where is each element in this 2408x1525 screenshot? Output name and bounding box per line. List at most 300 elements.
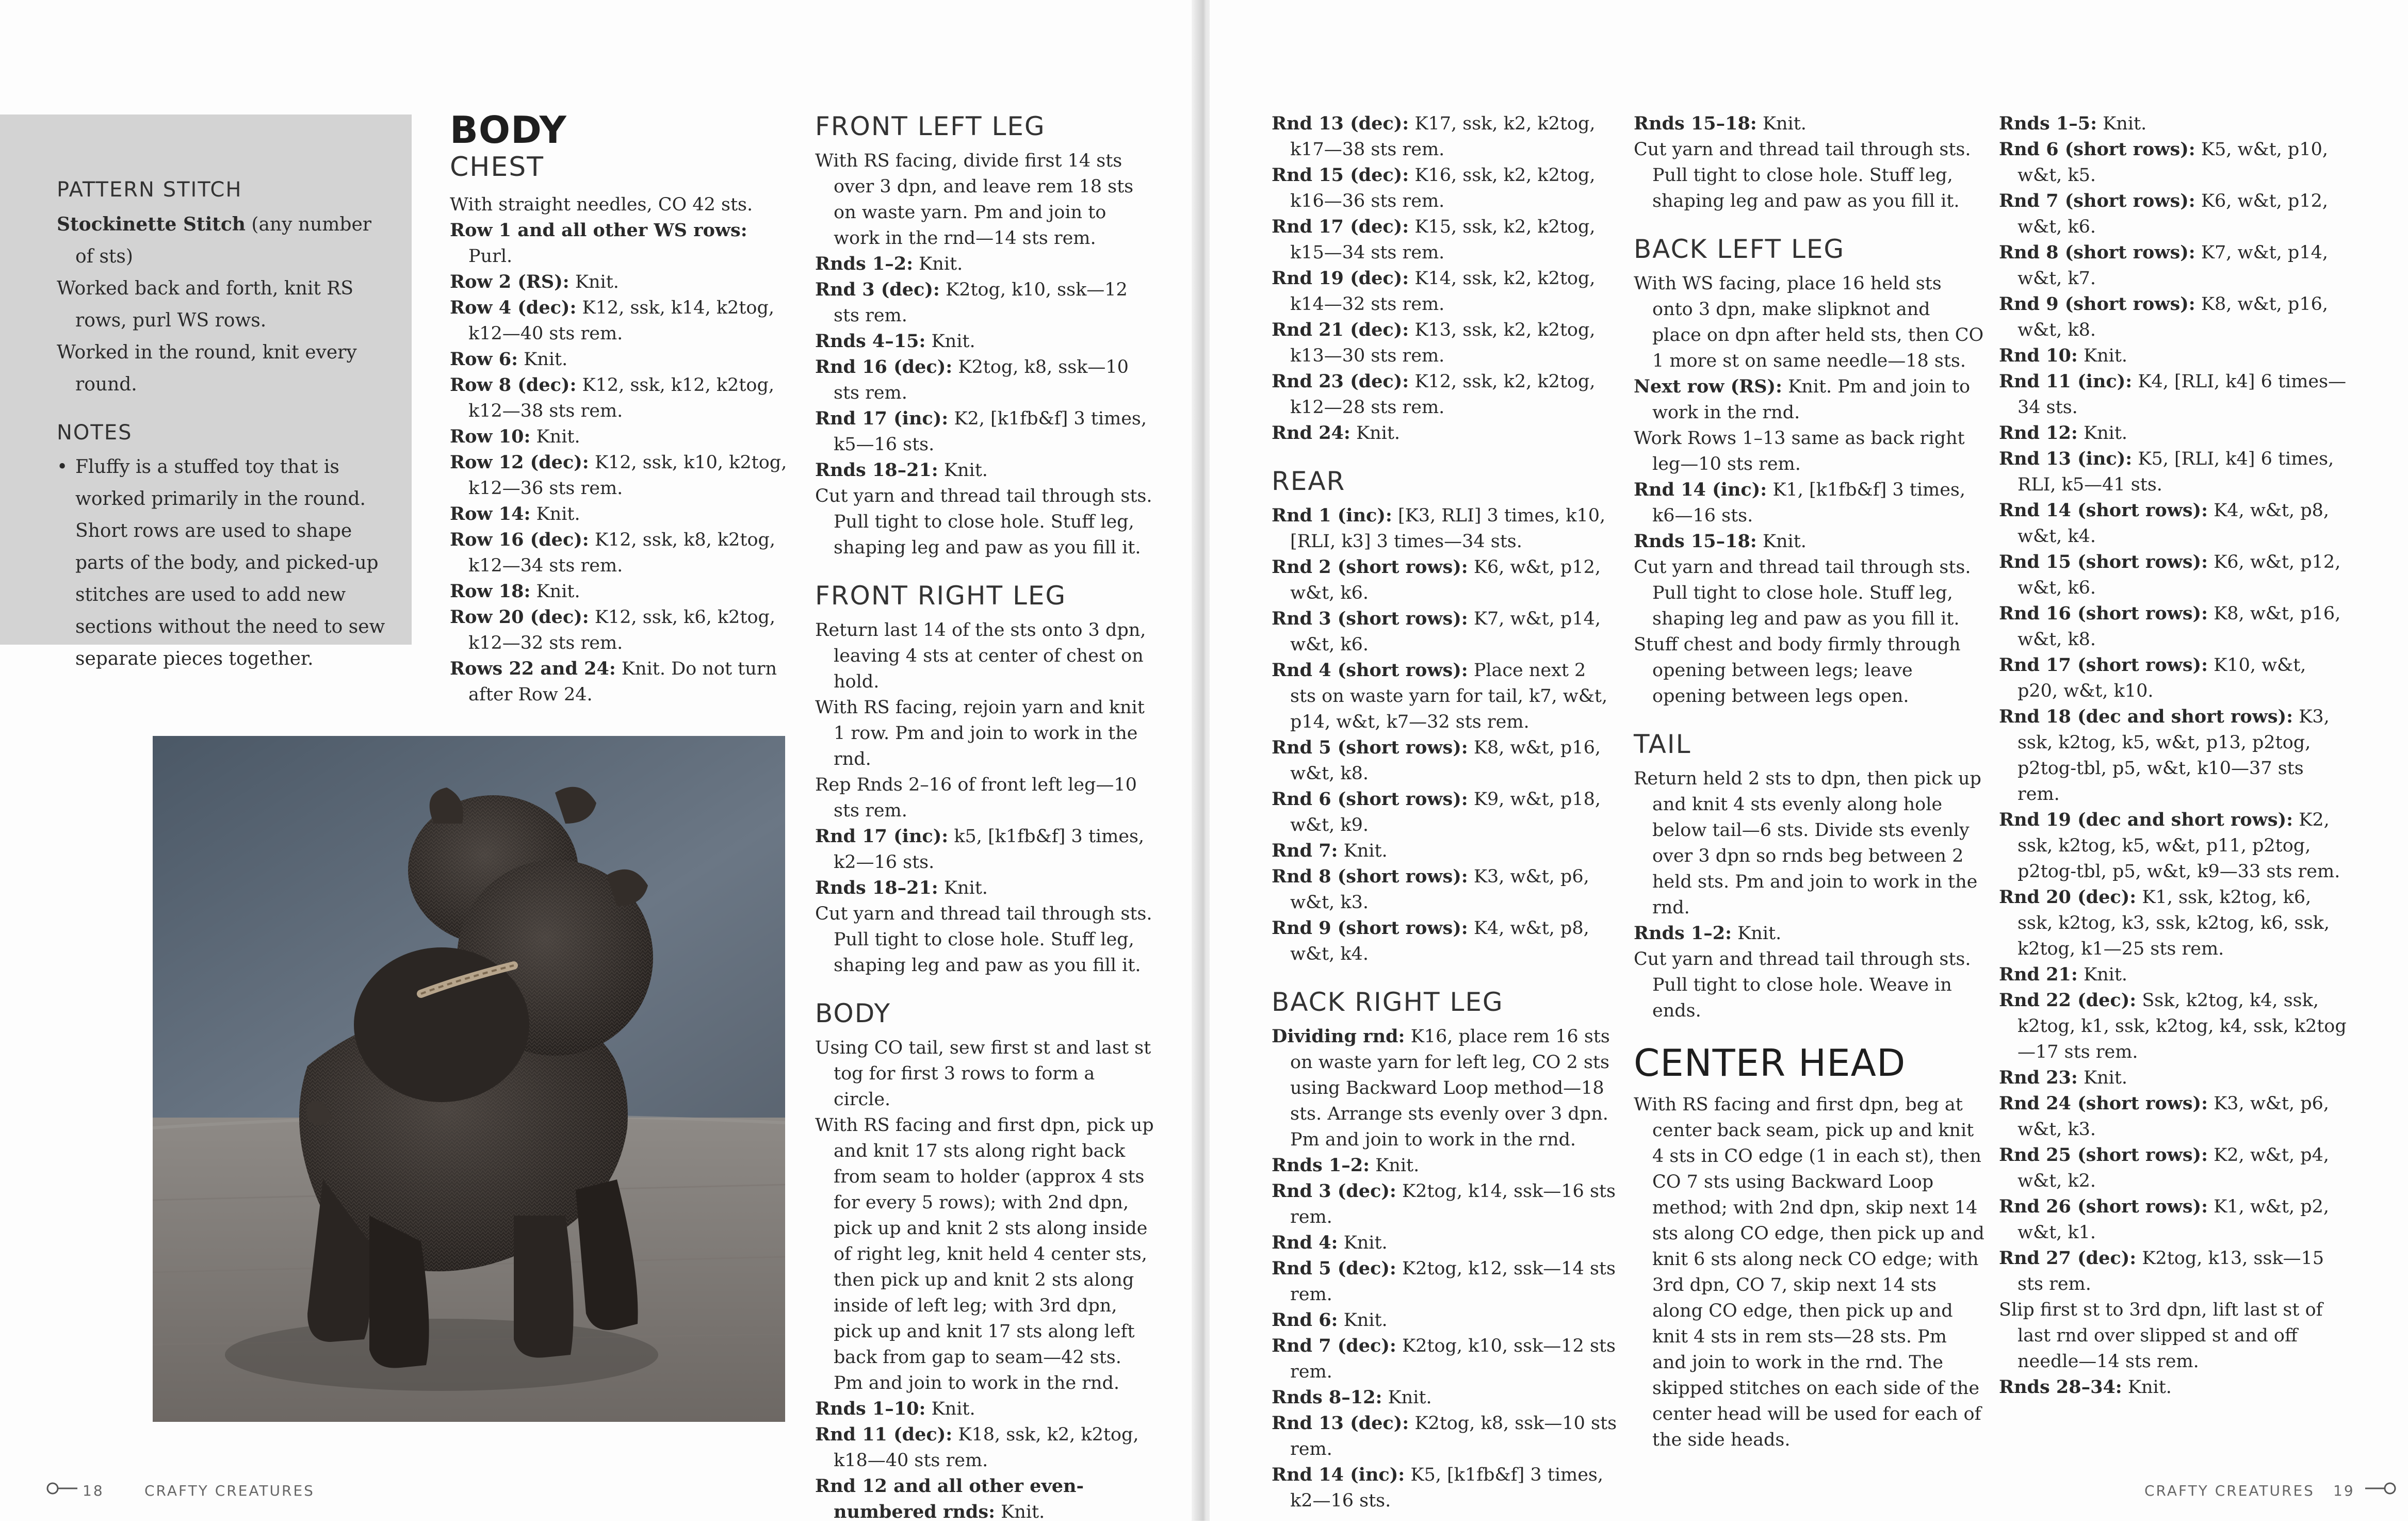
section-heading: BACK RIGHT LEG xyxy=(1272,987,1504,1017)
instruction-text: K6, w&t, p12, w&t, k6. xyxy=(2017,552,2341,598)
instruction-line xyxy=(1999,498,2350,549)
instruction-text: K18, ssk, k2, k2tog, k18—40 sts rem. xyxy=(834,1424,1139,1471)
instruction-line xyxy=(815,354,1156,406)
instruction-line xyxy=(450,604,790,656)
instruction-label: Rnds 1–10: xyxy=(815,1398,926,1419)
instruction-line xyxy=(1999,962,2350,988)
instruction-label: Rnd 7 (dec): xyxy=(1272,1335,1396,1356)
instruction-text: Place next 2 sts on waste yarn for tail, k7, w&t, p14, w&t, k7—32 sts rem. xyxy=(1290,660,1608,732)
instruction-text: K8, w&t, p16, w&t, k8. xyxy=(2017,294,2328,340)
instruction-line xyxy=(1272,1024,1617,1153)
instruction-line xyxy=(1999,420,2350,446)
instruction-line xyxy=(1999,601,2350,652)
instruction-line xyxy=(1999,446,2350,498)
instruction-label: Rnd 10: xyxy=(1999,345,2078,366)
instruction-label: Rnd 27 (dec): xyxy=(1999,1248,2137,1269)
instruction-label: Rnds 15–18: xyxy=(1634,531,1757,552)
instruction-label: Row 18: xyxy=(450,581,531,602)
instruction-label: Rnd 16 (short rows): xyxy=(1999,603,2208,624)
instruction-text: With RS facing and first dpn, pick up and knit 17 sts along right back from seam to holder (approx 4 sts for every 5 rows); with 2nd dpn, pick up and knit 2 sts along inside of right leg, knit held 4 center sts, then pick up and knit 2 sts along inside of left leg; with 3rd dpn, pick up and knit 17 sts along left back from gap to seam—42 sts. Pm and join to work in the rnd. xyxy=(815,1115,1154,1393)
instruction-line xyxy=(1634,946,1984,1024)
instruction-label: Rnd 21: xyxy=(1999,964,2078,985)
instruction-text: K12, ssk, k14, k2tog, k12—40 sts rem. xyxy=(468,298,774,344)
instruction-line xyxy=(1634,554,1984,632)
instruction-text: Knit. xyxy=(995,1502,1045,1522)
instruction-text: K2, [k1fb&f] 3 times, k5—16 sts. xyxy=(834,408,1147,455)
instruction-line xyxy=(1272,503,1617,554)
instruction-label: Rnd 25 (short rows): xyxy=(1999,1144,2208,1166)
instruction-label: Rnd 7 (short rows): xyxy=(1999,190,2195,211)
body-chest-column xyxy=(450,108,790,708)
instruction-label: Next row (RS): xyxy=(1634,376,1782,397)
instruction-text: Knit. xyxy=(1338,841,1388,861)
instruction-text: Slip first st to 3rd dpn, lift last st of last rnd over slipped st and off needle—14 sts rem. xyxy=(1999,1300,2323,1372)
center-head-rounds-column xyxy=(1999,111,2350,1400)
instruction-line xyxy=(450,501,790,527)
instruction-text: K12, ssk, k2, k2tog, k12—28 sts rem. xyxy=(1290,371,1596,418)
instruction-line xyxy=(450,424,790,450)
instruction-label: Rnd 1 (inc): xyxy=(1272,505,1392,526)
instruction-label: Rnd 26 (short rows): xyxy=(1999,1196,2208,1217)
instruction-text: Knit. Pm and join to work in the rnd. xyxy=(1652,376,1971,423)
instruction-line xyxy=(815,406,1156,457)
instruction-text: Knit. xyxy=(1756,113,1807,134)
instruction-text: Knit. xyxy=(938,460,988,481)
instruction-line xyxy=(450,372,790,424)
instruction-line xyxy=(450,450,790,501)
instruction-line xyxy=(1272,369,1617,420)
instruction-line xyxy=(450,656,790,708)
instruction-line xyxy=(1272,317,1617,369)
instruction-label: Rnd 11 (dec): xyxy=(815,1424,953,1445)
pattern-stitch-heading: PATTERN STITCH xyxy=(57,178,242,202)
instruction-label: Row 2 (RS): xyxy=(450,271,570,292)
book-title-footer: CRAFTY CREATURES xyxy=(2144,1482,2315,1499)
instruction-label: Rnds 1–2: xyxy=(815,253,914,274)
instruction-line xyxy=(1272,162,1617,214)
instruction-line xyxy=(450,527,790,579)
instruction-line xyxy=(1999,1374,2350,1400)
instruction-label: Rnd 6: xyxy=(1272,1309,1338,1331)
instruction-text: K13, ssk, k2, k2tog, k13—30 sts rem. xyxy=(1290,320,1596,366)
instruction-label: Rnd 11 (inc): xyxy=(1999,371,2133,392)
notes-heading: NOTES xyxy=(57,421,133,445)
instruction-label: Rnds 8–12: xyxy=(1272,1387,1382,1408)
instruction-line xyxy=(57,337,387,401)
instruction-line xyxy=(815,329,1156,354)
instruction-label: Rnd 15 (dec): xyxy=(1272,165,1409,186)
instruction-text: K4, [RLI, k4] 6 times—34 sts. xyxy=(2017,371,2347,418)
instruction-text: K2, ssk, k2tog, k5, w&t, p11, p2tog, p2tog-tbl, p5, w&t, k9—33 sts rem. xyxy=(2017,810,2340,882)
instruction-text: K3, w&t, p6, w&t, k3. xyxy=(1290,866,1589,913)
instruction-line xyxy=(1272,1178,1617,1230)
instruction-line xyxy=(1272,1411,1617,1462)
instruction-label: Rows 22 and 24: xyxy=(450,658,616,679)
instruction-line xyxy=(1999,652,2350,704)
instruction-text: Ssk, k2tog, k4, ssk, k2tog, k1, ssk, k2tog, k4, ssk, k2tog—17 sts rem. xyxy=(2017,990,2347,1062)
instruction-label: Rnd 6 (short rows): xyxy=(1272,789,1468,810)
instruction-text: Knit. xyxy=(1338,1233,1388,1253)
instruction-line xyxy=(1999,1065,2350,1091)
instruction-text: K2tog, k8, ssk—10 sts rem. xyxy=(834,357,1129,403)
instruction-line xyxy=(1999,988,2350,1065)
instruction-label: Rnd 4 (short rows): xyxy=(1272,660,1468,681)
instruction-line xyxy=(1272,1462,1617,1514)
instruction-line xyxy=(1272,420,1617,446)
instruction-text: Knit. xyxy=(530,581,580,602)
instruction-text: K4, w&t, p8, w&t, k4. xyxy=(2017,500,2330,547)
instruction-label: Rnd 9 (short rows): xyxy=(1272,917,1468,939)
instruction-line xyxy=(1272,735,1617,786)
instruction-text: Worked in the round, knit every round. xyxy=(57,342,357,395)
instruction-text: K12, ssk, k8, k2tog, k12—34 sts rem. xyxy=(468,530,776,576)
instruction-text: Work Rows 1–13 same as back right leg—10 sts rem. xyxy=(1634,428,1965,474)
instruction-label: Rnd 21 (dec): xyxy=(1272,319,1409,340)
instruction-line xyxy=(1999,343,2350,369)
instruction-label: Rnd 19 (dec and short rows): xyxy=(1999,809,2293,830)
instruction-text: Knit. xyxy=(530,427,580,447)
instruction-label: Rnd 4: xyxy=(1272,1232,1338,1253)
instruction-text: K2tog, k12, ssk—14 sts rem. xyxy=(1290,1258,1616,1305)
instruction-text: K2tog, k10, ssk—12 sts rem. xyxy=(834,280,1128,326)
instruction-line xyxy=(815,148,1156,251)
instruction-text: Knit. xyxy=(518,349,568,370)
left-page xyxy=(0,0,1197,1521)
instruction-line xyxy=(815,1422,1156,1473)
section-heading: BODY xyxy=(815,998,891,1028)
instruction-line xyxy=(1999,704,2350,807)
instruction-line xyxy=(815,277,1156,329)
instruction-text: K9, w&t, p18, w&t, k9. xyxy=(1290,789,1601,835)
instruction-text: K3, ssk, k2tog, k5, w&t, p13, p2tog, p2tog-tbl, p5, w&t, k10—37 sts rem. xyxy=(2017,707,2330,805)
instruction-label: Rnd 22 (dec): xyxy=(1999,990,2137,1011)
instruction-line xyxy=(1634,374,1984,425)
instruction-line xyxy=(1272,1153,1617,1178)
instruction-line xyxy=(1272,554,1617,606)
instruction-label: Rnd 23: xyxy=(1999,1067,2078,1088)
instruction-line xyxy=(1272,1230,1617,1256)
instruction-label: Rnd 14 (inc): xyxy=(1272,1464,1405,1485)
page-number: 18 xyxy=(83,1482,104,1499)
instruction-line xyxy=(1272,864,1617,915)
section-heading: TAIL xyxy=(1634,729,1691,759)
page-marker-icon xyxy=(45,1479,77,1498)
instruction-line xyxy=(450,295,790,347)
instruction-line xyxy=(815,483,1156,561)
instruction-text: Using CO tail, sew first st and last st tog for first 3 rows to form a circle. xyxy=(815,1038,1151,1110)
instruction-label: Rnd 24 (short rows): xyxy=(1999,1093,2208,1114)
instruction-line xyxy=(815,251,1156,277)
instruction-text: Return held 2 sts to dpn, then pick up and knit 4 sts evenly along hole below tail—6 sts. Divide sts evenly over 3 dpn so rnds beg between 2 held sts. Pm and join to work in the rnd. xyxy=(1634,768,1981,918)
instruction-line xyxy=(1999,1245,2350,1297)
instruction-text: K7, w&t, p14, w&t, k6. xyxy=(1290,609,1601,655)
instruction-line xyxy=(1272,606,1617,658)
instruction-label: Rnd 12 and all other even-numbered rnds: xyxy=(815,1475,1084,1522)
instruction-text: Cut yarn and thread tail through sts. Pull tight to close hole. Weave in ends. xyxy=(1634,949,1971,1021)
instruction-text: Knit. xyxy=(2122,1377,2172,1398)
instruction-label: Row 10: xyxy=(450,426,531,447)
instruction-text: With RS facing, divide first 14 sts over 3 dpn, and leave rem 18 sts on waste yarn. Pm and join to work in the rnd—14 sts rem. xyxy=(815,151,1134,249)
body-title: BODY xyxy=(450,108,567,152)
page-number: 19 xyxy=(2333,1482,2355,1499)
instruction-line xyxy=(1999,807,2350,884)
instruction-text: Cut yarn and thread tail through sts. Pull tight to close hole. Stuff leg, shaping leg and paw as you fill it. xyxy=(1634,557,1971,629)
instruction-line xyxy=(450,192,790,218)
instruction-label: Row 14: xyxy=(450,503,531,524)
instruction-text: Knit. xyxy=(2077,964,2128,985)
instruction-text: K5, w&t, p10, w&t, k5. xyxy=(2017,139,2328,186)
instruction-label: Rnd 5 (short rows): xyxy=(1272,737,1468,758)
instruction-label: Dividing rnd: xyxy=(1272,1026,1405,1047)
instruction-line xyxy=(1634,529,1984,554)
instruction-label: Row 20 (dec): xyxy=(450,606,589,628)
instruction-label: Rnds 1–2: xyxy=(1272,1155,1370,1176)
instruction-label: Rnd 2 (short rows): xyxy=(1272,556,1468,578)
instruction-line xyxy=(1272,658,1617,735)
pattern-stitch-text xyxy=(57,208,387,401)
right-page xyxy=(1210,0,2408,1521)
instruction-text: Knit. xyxy=(1382,1387,1432,1408)
instruction-text: Worked back and forth, knit RS rows, purl WS rows. xyxy=(57,278,354,331)
instruction-text: Knit. xyxy=(1732,923,1782,944)
instruction-text: [K3, RLI] 3 times, k10, [RLI, k3] 3 times—34 sts. xyxy=(1290,505,1606,552)
section-heading: BACK LEFT LEG xyxy=(1634,234,1845,264)
instruction-line xyxy=(815,695,1156,772)
instruction-text: Purl. xyxy=(468,246,513,267)
knitted-dog-photo xyxy=(153,736,785,1422)
instruction-label: Rnd 3 (dec): xyxy=(815,279,940,300)
instruction-label: Rnd 19 (dec): xyxy=(1272,268,1409,289)
instruction-text: With RS facing and first dpn, beg at center back seam, pick up and knit 4 sts in CO edge (1 in each st), then CO 7 sts using Backward Loop method; with 2nd dpn, skip next 14 sts along CO edge, then pick up and knit 6 sts along neck CO edge; with 3rd dpn, CO 7, skip next 14 sts along CO edge, then pick up and knit 4 sts in rem sts—28 sts. Pm and join to work in the rnd. The skipped stitches on each side of the center head will be used for each of the side heads. xyxy=(1634,1094,1984,1450)
page-marker-icon xyxy=(2365,1479,2397,1498)
instruction-text: Knit. xyxy=(925,331,975,352)
rear-column xyxy=(1272,111,1617,1514)
instruction-line xyxy=(1272,1333,1617,1385)
instruction-line xyxy=(815,1035,1156,1112)
instruction-text: Knit. xyxy=(1370,1155,1420,1176)
instruction-line xyxy=(815,772,1156,824)
instruction-text: Knit. xyxy=(2077,346,2128,366)
instruction-line xyxy=(450,218,790,269)
instruction-text: With WS facing, place 16 held sts onto 3 dpn, make slipknot and place on dpn after held sts, then CO 1 more st on same needle—18 sts. xyxy=(1634,273,1984,371)
instruction-label: Rnd 6 (short rows): xyxy=(1999,139,2195,160)
instruction-text: K2tog, k10, ssk—12 sts rem. xyxy=(1290,1336,1616,1382)
instruction-text: Knit. xyxy=(1756,531,1807,552)
instruction-text: Stuff chest and body firmly through opening between legs; leave opening between legs open. xyxy=(1634,634,1961,707)
instruction-label: Rnds 18–21: xyxy=(815,877,938,898)
instruction-text: Knit. xyxy=(938,878,988,898)
instruction-line xyxy=(1999,240,2350,291)
instruction-text: Knit. xyxy=(2077,423,2128,444)
instruction-line xyxy=(1634,477,1984,529)
instruction-line xyxy=(1272,111,1617,162)
instruction-label: Rnds 18–21: xyxy=(815,460,938,481)
instruction-text: K8, w&t, p16, w&t, k8. xyxy=(2017,603,2341,650)
instruction-text: K6, w&t, p12, w&t, k6. xyxy=(2017,191,2328,237)
instruction-text: Knit. Do not turn after Row 24. xyxy=(468,659,777,705)
pattern-sidebar xyxy=(0,114,412,669)
instruction-label: Rnd 8 (short rows): xyxy=(1999,242,2195,263)
instruction-text: K2tog, k13, ssk—15 sts rem. xyxy=(2017,1248,2324,1294)
section-heading: FRONT LEFT LEG xyxy=(815,111,1046,141)
instruction-label: Rnd 17 (inc): xyxy=(815,408,949,429)
instruction-label: Rnd 7: xyxy=(1272,840,1338,861)
instruction-line xyxy=(1272,1385,1617,1411)
section-heading: CENTER HEAD xyxy=(1634,1041,1906,1085)
instruction-text: K14, ssk, k2, k2tog, k14—32 sts rem. xyxy=(1290,268,1596,315)
instruction-line xyxy=(1999,884,2350,962)
legs-body-column xyxy=(815,111,1156,1525)
instruction-text: (any number of sts) xyxy=(75,214,371,267)
instruction-label: Rnd 24: xyxy=(1272,422,1351,444)
instruction-line xyxy=(815,617,1156,695)
instruction-text: Cut yarn and thread tail through sts. Pull tight to close hole. Stuff leg, shaping leg and paw as you fill it. xyxy=(815,486,1152,558)
instruction-text: Knit. xyxy=(925,1399,975,1419)
instruction-label: Rnds 1–2: xyxy=(1634,923,1732,944)
instruction-line xyxy=(1999,137,2350,188)
instruction-label: Rnds 1–5: xyxy=(1999,113,2097,134)
instruction-line xyxy=(57,208,387,273)
instruction-text: K2, w&t, p4, w&t, k2. xyxy=(2017,1145,2330,1191)
instruction-line xyxy=(1272,214,1617,266)
instruction-text: Return last 14 of the sts onto 3 dpn, leaving 4 sts at center of chest on hold. xyxy=(815,620,1146,692)
instruction-text: K3, w&t, p6, w&t, k3. xyxy=(2017,1093,2330,1140)
instruction-text: K4, w&t, p8, w&t, k4. xyxy=(1290,918,1589,964)
instruction-line xyxy=(1272,1256,1617,1307)
book-title-footer: CRAFTY CREATURES xyxy=(144,1482,315,1499)
chest-instructions xyxy=(450,192,790,708)
instruction-line xyxy=(1999,549,2350,601)
instruction-text: With straight needles, CO 42 sts. xyxy=(450,194,753,215)
back-left-leg-column xyxy=(1634,111,1984,1453)
instruction-text: k5, [k1fb&f] 3 times, k2—16 sts. xyxy=(834,826,1145,873)
instruction-text: Knit. xyxy=(2077,1068,2128,1088)
instruction-text: K6, w&t, p12, w&t, k6. xyxy=(1290,557,1601,603)
instruction-line xyxy=(1272,838,1617,864)
instruction-line xyxy=(1634,271,1984,374)
instruction-line xyxy=(815,824,1156,875)
instruction-line xyxy=(1634,921,1984,946)
instruction-text: K16, place rem 16 sts on waste yarn for left leg, CO 2 sts using Backward Loop method—18 sts. Arrange sts evenly over 3 dpn. Pm and join to work in the rnd. xyxy=(1290,1026,1610,1150)
instruction-line xyxy=(450,269,790,295)
instruction-label: Row 12 (dec): xyxy=(450,452,589,473)
instruction-line xyxy=(450,579,790,604)
instruction-text: K16, ssk, k2, k2tog, k16—36 sts rem. xyxy=(1290,165,1596,211)
instruction-line xyxy=(1999,1091,2350,1142)
instruction-label: Row 6: xyxy=(450,349,518,370)
note-item: • Fluffy is a stuffed toy that is worked primarily in the round. Short rows are used to shape parts of the body, and picked-up stitches are used to add new sections without the need to sew separate pieces together. xyxy=(57,451,387,675)
instruction-label: Row 4 (dec): xyxy=(450,297,577,318)
instruction-label: Rnd 8 (short rows): xyxy=(1272,866,1468,887)
instruction-line xyxy=(1999,111,2350,137)
instruction-label: Rnd 13 (inc): xyxy=(1999,448,2133,469)
instruction-line xyxy=(1272,915,1617,967)
instruction-text: K1, ssk, k2tog, k6, ssk, k2tog, k3, ssk, k2tog, k6, ssk, k2tog, k1—25 sts rem. xyxy=(2017,887,2330,959)
instruction-label: Rnd 14 (short rows): xyxy=(1999,500,2208,521)
instruction-line xyxy=(815,875,1156,901)
instruction-line xyxy=(1272,786,1617,838)
instruction-text: Knit. xyxy=(1338,1310,1388,1331)
instruction-text: K1, [k1fb&f] 3 times, k6—16 sts. xyxy=(1652,480,1965,526)
instruction-line xyxy=(1634,1092,1984,1453)
instruction-label: Rnds 15–18: xyxy=(1634,113,1757,134)
instruction-text: Knit. xyxy=(1350,423,1401,444)
instruction-line xyxy=(1634,766,1984,921)
instruction-label: Rnd 17 (dec): xyxy=(1272,216,1409,237)
instruction-line xyxy=(1999,369,2350,420)
chest-subtitle: CHEST xyxy=(450,152,545,183)
instruction-label: Rnd 17 (inc): xyxy=(815,826,949,847)
instruction-text: Knit. xyxy=(530,504,580,524)
instruction-line xyxy=(1999,291,2350,343)
instruction-text: K2tog, k8, ssk—10 sts rem. xyxy=(1290,1413,1617,1460)
instruction-text: Cut yarn and thread tail through sts. Pull tight to close hole. Stuff leg, shaping leg and paw as you fill it. xyxy=(815,904,1152,976)
instruction-label: Rnd 3 (short rows): xyxy=(1272,608,1468,629)
instruction-label: Rnds 4–15: xyxy=(815,331,926,352)
instruction-text: Rep Rnds 2–16 of front left leg—10 sts rem. xyxy=(815,775,1137,821)
instruction-line xyxy=(1999,1194,2350,1245)
instruction-label: Row 1 and all other WS rows: xyxy=(450,220,747,241)
instruction-label: Rnd 9 (short rows): xyxy=(1999,293,2195,315)
instruction-text: With RS facing, rejoin yarn and knit 1 row. Pm and join to work in the rnd. xyxy=(815,697,1145,769)
instruction-text: Knit. xyxy=(2097,113,2147,134)
instruction-line xyxy=(815,457,1156,483)
instruction-line xyxy=(1634,137,1984,214)
instruction-label: Stockinette Stitch xyxy=(57,214,246,235)
instruction-line xyxy=(1272,1307,1617,1333)
instruction-text: K7, w&t, p14, w&t, k7. xyxy=(2017,242,2328,289)
instruction-text: K15, ssk, k2, k2tog, k15—34 sts rem. xyxy=(1290,217,1596,263)
instruction-label: Rnd 13 (dec): xyxy=(1272,1413,1409,1434)
instruction-label: Row 16 (dec): xyxy=(450,529,589,550)
instruction-line xyxy=(1272,266,1617,317)
section-heading: REAR xyxy=(1272,466,1346,496)
instruction-text: K1, w&t, p2, w&t, k1. xyxy=(2017,1196,2330,1243)
instruction-text: K5, [k1fb&f] 3 times, k2—16 sts. xyxy=(1290,1465,1603,1511)
instruction-label: Rnd 3 (dec): xyxy=(1272,1180,1396,1202)
instruction-text: Cut yarn and thread tail through sts. Pull tight to close hole. Stuff leg, shaping leg and paw as you fill it. xyxy=(1634,139,1971,211)
instruction-label: Rnd 14 (inc): xyxy=(1634,479,1767,500)
instruction-line xyxy=(450,347,790,372)
instruction-label: Rnd 23 (dec): xyxy=(1272,371,1409,392)
instruction-line xyxy=(815,1112,1156,1396)
instruction-text: K5, [RLI, k4] 6 times, RLI, k5—41 sts. xyxy=(2017,449,2334,495)
instruction-line xyxy=(1634,632,1984,709)
instruction-text: K12, ssk, k10, k2tog, k12—36 sts rem. xyxy=(468,452,787,499)
instruction-line xyxy=(815,1473,1156,1525)
instruction-line xyxy=(1999,188,2350,240)
instruction-line xyxy=(1634,425,1984,477)
instruction-text: K12, ssk, k6, k2tog, k12—32 sts rem. xyxy=(468,607,776,653)
instruction-text: K8, w&t, p16, w&t, k8. xyxy=(1290,737,1601,784)
instruction-label: Rnd 15 (short rows): xyxy=(1999,551,2208,572)
instruction-label: Rnd 12: xyxy=(1999,422,2078,444)
instruction-line xyxy=(1999,1297,2350,1374)
instruction-text: K10, w&t, p20, w&t, k10. xyxy=(2017,655,2306,701)
instruction-text: K12, ssk, k12, k2tog, k12—38 sts rem. xyxy=(468,375,774,421)
instruction-label: Rnd 18 (dec and short rows): xyxy=(1999,706,2293,727)
section-heading: FRONT RIGHT LEG xyxy=(815,581,1067,611)
instruction-label: Row 8 (dec): xyxy=(450,374,577,396)
instruction-label: Rnd 5 (dec): xyxy=(1272,1258,1396,1279)
instruction-text: K17, ssk, k2, k2tog, k17—38 sts rem. xyxy=(1290,113,1596,160)
instruction-label: Rnd 13 (dec): xyxy=(1272,113,1409,134)
instruction-line xyxy=(1999,1142,2350,1194)
instruction-label: Rnds 28–34: xyxy=(1999,1376,2122,1398)
instruction-label: Rnd 17 (short rows): xyxy=(1999,654,2208,676)
instruction-label: Rnd 20 (dec): xyxy=(1999,887,2137,908)
instruction-label: Rnd 16 (dec): xyxy=(815,356,953,378)
